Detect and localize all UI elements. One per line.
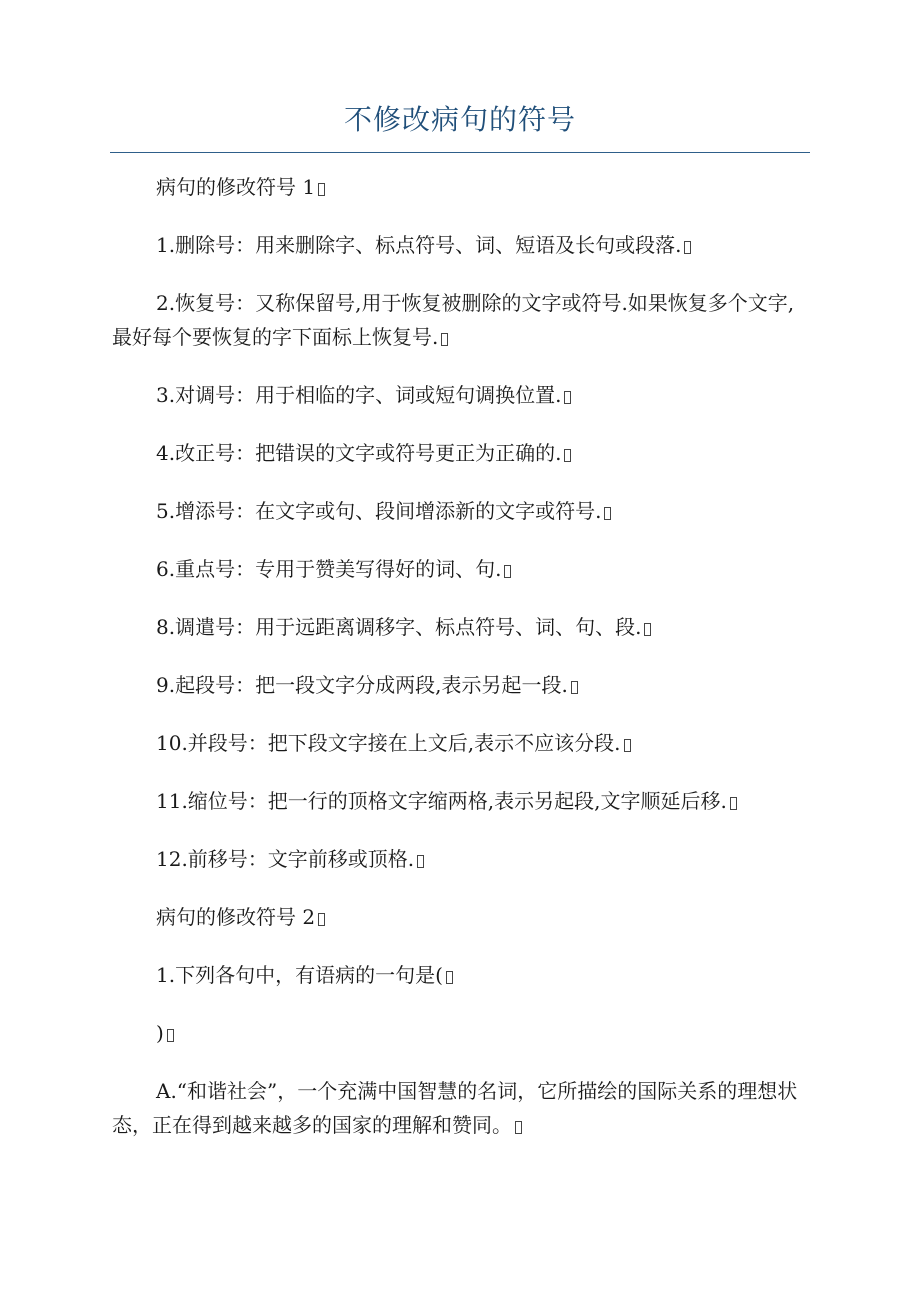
paragraph-text: 9.起段号：把一段文字分成两段,表示另起一段.	[156, 673, 568, 697]
paragraph-mark-icon	[564, 391, 571, 404]
paragraph-text: 病句的修改符号 2	[156, 905, 316, 929]
paragraph-text: 病句的修改符号 1	[156, 175, 316, 199]
page-title: 不修改病句的符号	[343, 103, 576, 136]
paragraph-mark-icon	[684, 241, 691, 254]
paragraph	[112, 1074, 812, 1142]
paragraph-mark-icon	[730, 797, 737, 810]
paragraph-mark-icon	[446, 971, 453, 984]
paragraph	[112, 378, 812, 412]
paragraph	[112, 958, 812, 992]
paragraph-text: A.“和谐社会”，一个充满中国智慧的名词，它所描绘的国际关系的理想状态，正在得到越来越多的国家的理解和赞同。	[112, 1079, 798, 1137]
paragraph-text: 2.恢复号：又称保留号,用于恢复被删除的文字或符号.如果恢复多个文字,最好每个要恢复的字下面标上恢复号.	[112, 291, 795, 349]
paragraph-mark-icon	[167, 1029, 174, 1042]
paragraph	[112, 900, 812, 934]
paragraph-text: 11.缩位号：把一行的顶格文字缩两格,表示另起段,文字顺延后移.	[156, 789, 727, 813]
paragraph-mark-icon	[504, 565, 511, 578]
paragraph-mark-icon	[417, 855, 424, 868]
paragraph-text: 1.下列各句中，有语病的一句是(	[156, 963, 443, 987]
paragraph-mark-icon	[318, 913, 325, 926]
paragraph	[112, 842, 812, 876]
paragraph-text: 8.调遣号：用于远距离调移字、标点符号、词、句、段.	[156, 615, 642, 639]
paragraph	[112, 552, 812, 586]
paragraph	[112, 726, 812, 760]
paragraph	[112, 286, 812, 354]
paragraph	[112, 610, 812, 644]
paragraph-text: )	[156, 1021, 164, 1045]
paragraph	[112, 228, 812, 262]
paragraph-mark-icon	[318, 183, 325, 196]
paragraph-text: 6.重点号：专用于赞美写得好的词、句.	[156, 557, 502, 581]
paragraph-mark-icon	[515, 1121, 522, 1134]
paragraph-text: 4.改正号：把错误的文字或符号更正为正确的.	[156, 441, 562, 465]
paragraph-mark-icon	[604, 507, 611, 520]
paragraph-mark-icon	[441, 333, 448, 346]
paragraph	[112, 668, 812, 702]
paragraph	[112, 436, 812, 470]
paragraph	[112, 494, 812, 528]
paragraph-text: 5.增添号：在文字或句、段间增添新的文字或符号.	[156, 499, 602, 523]
paragraph-text: 12.前移号：文字前移或顶格.	[156, 847, 415, 871]
paragraph-mark-icon	[624, 739, 631, 752]
paragraph-text: 10.并段号：把下段文字接在上文后,表示不应该分段.	[156, 731, 621, 755]
paragraph	[112, 170, 812, 204]
paragraph	[112, 784, 812, 818]
paragraph-text: 1.删除号：用来删除字、标点符号、词、短语及长句或段落.	[156, 233, 682, 257]
paragraph-mark-icon	[644, 623, 651, 636]
paragraph-mark-icon	[564, 449, 571, 462]
paragraph-mark-icon	[571, 681, 578, 694]
paragraph	[112, 1016, 812, 1050]
document-body	[112, 170, 812, 1166]
title-divider	[110, 152, 810, 153]
paragraph-text: 3.对调号：用于相临的字、词或短句调换位置.	[156, 383, 562, 407]
